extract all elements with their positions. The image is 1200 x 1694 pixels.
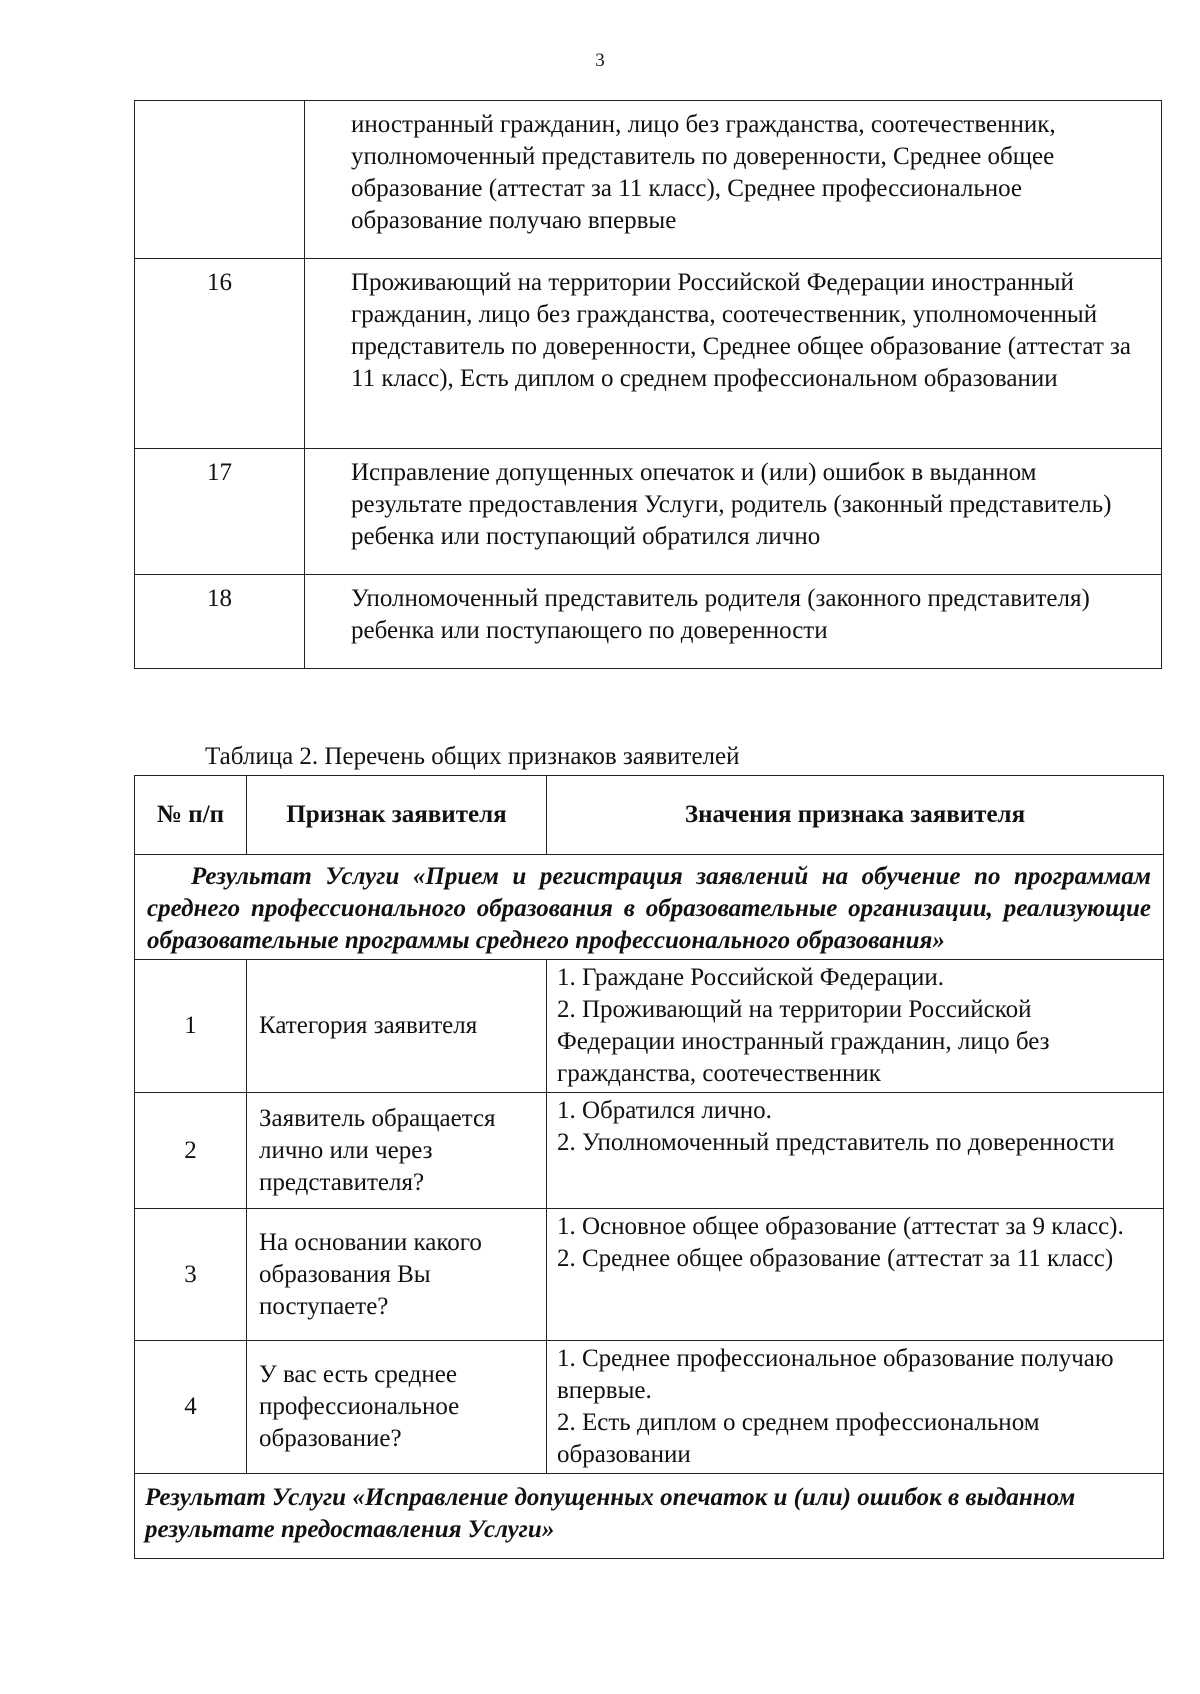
column-header-values: Значения признака заявителя xyxy=(547,776,1164,855)
table-caption: Таблица 2. Перечень общих признаков заявителей xyxy=(205,743,740,770)
table-row xyxy=(135,1341,1164,1474)
row-number: 2 xyxy=(135,1093,247,1209)
value-item: 1. Обратился лично. xyxy=(557,1097,772,1124)
row-description: Проживающий на территории Российской Федерации иностранный гражданин, лицо без гражданства, соотечественник, уполномоченный представитель по доверенности, Среднее общее образование (аттестат за 11 класс), Есть диплом о среднем профессиональном образовании xyxy=(305,259,1162,449)
column-header-feature: Признак заявителя xyxy=(247,776,547,855)
value-item: 1. Среднее профессиональное образование получаю впервые. xyxy=(557,1345,1114,1404)
section-row xyxy=(135,1474,1164,1559)
section-title xyxy=(135,855,1164,960)
row-feature: У вас есть среднее профессиональное образование? xyxy=(247,1341,547,1474)
table-row xyxy=(135,449,1162,575)
table-row xyxy=(135,1209,1164,1341)
table-row xyxy=(135,575,1162,669)
row-values xyxy=(547,1093,1164,1209)
value-item: 1. Основное общее образование (аттестат за 9 класс). xyxy=(557,1213,1124,1240)
table-applicant-variants-continued xyxy=(134,100,1162,669)
column-header-number: № п/п xyxy=(135,776,247,855)
row-feature: На основании какого образования Вы поступаете? xyxy=(247,1209,547,1341)
row-values xyxy=(547,960,1164,1093)
table-applicant-features xyxy=(134,775,1164,1559)
table-row xyxy=(135,1093,1164,1209)
section-title-text: Результат Услуги «Прием и регистрация заявлений на обучение по программам среднего профессионального образования в образовательные организации, реализующие образовательные программы среднего профессионального образования» xyxy=(147,863,1151,954)
value-item: 1. Граждане Российской Федерации. xyxy=(557,964,945,991)
row-feature: Заявитель обращается лично или через представителя? xyxy=(247,1093,547,1209)
row-number: 1 xyxy=(135,960,247,1093)
row-description: Исправление допущенных опечаток и (или) ошибок в выданном результате предоставления Услуги, родитель (законный представитель) ребенка или поступающий обратился лично xyxy=(305,449,1162,575)
row-values xyxy=(547,1341,1164,1474)
section-row xyxy=(135,855,1164,960)
row-number: 16 xyxy=(135,259,305,449)
row-number xyxy=(135,101,305,259)
table-header-row xyxy=(135,776,1164,855)
value-item: 2. Проживающий на территории Российской Федерации иностранный гражданин, лицо без гражданства, соотечественник xyxy=(557,996,1050,1087)
row-number: 17 xyxy=(135,449,305,575)
row-description: Уполномоченный представитель родителя (законного представителя) ребенка или поступающего по доверенности xyxy=(305,575,1162,669)
value-item: 2. Уполномоченный представитель по доверенности xyxy=(557,1129,1115,1156)
row-number: 4 xyxy=(135,1341,247,1474)
row-feature: Категория заявителя xyxy=(247,960,547,1093)
row-number: 3 xyxy=(135,1209,247,1341)
value-item: 2. Есть диплом о среднем профессиональном образовании xyxy=(557,1409,1040,1468)
section-title: Результат Услуги «Исправление допущенных опечаток и (или) ошибок в выданном результате предоставления Услуги» xyxy=(135,1474,1164,1559)
row-description: иностранный гражданин, лицо без гражданства, соотечественник, уполномоченный представитель по доверенности, Среднее общее образование (аттестат за 11 класс), Среднее профессиональное образование получаю впервые xyxy=(305,101,1162,259)
row-values xyxy=(547,1209,1164,1341)
table-row xyxy=(135,101,1162,259)
table-row xyxy=(135,259,1162,449)
table-row xyxy=(135,960,1164,1093)
page-number: 3 xyxy=(595,50,605,71)
value-item: 2. Среднее общее образование (аттестат за 11 класс) xyxy=(557,1245,1114,1272)
row-number: 18 xyxy=(135,575,305,669)
